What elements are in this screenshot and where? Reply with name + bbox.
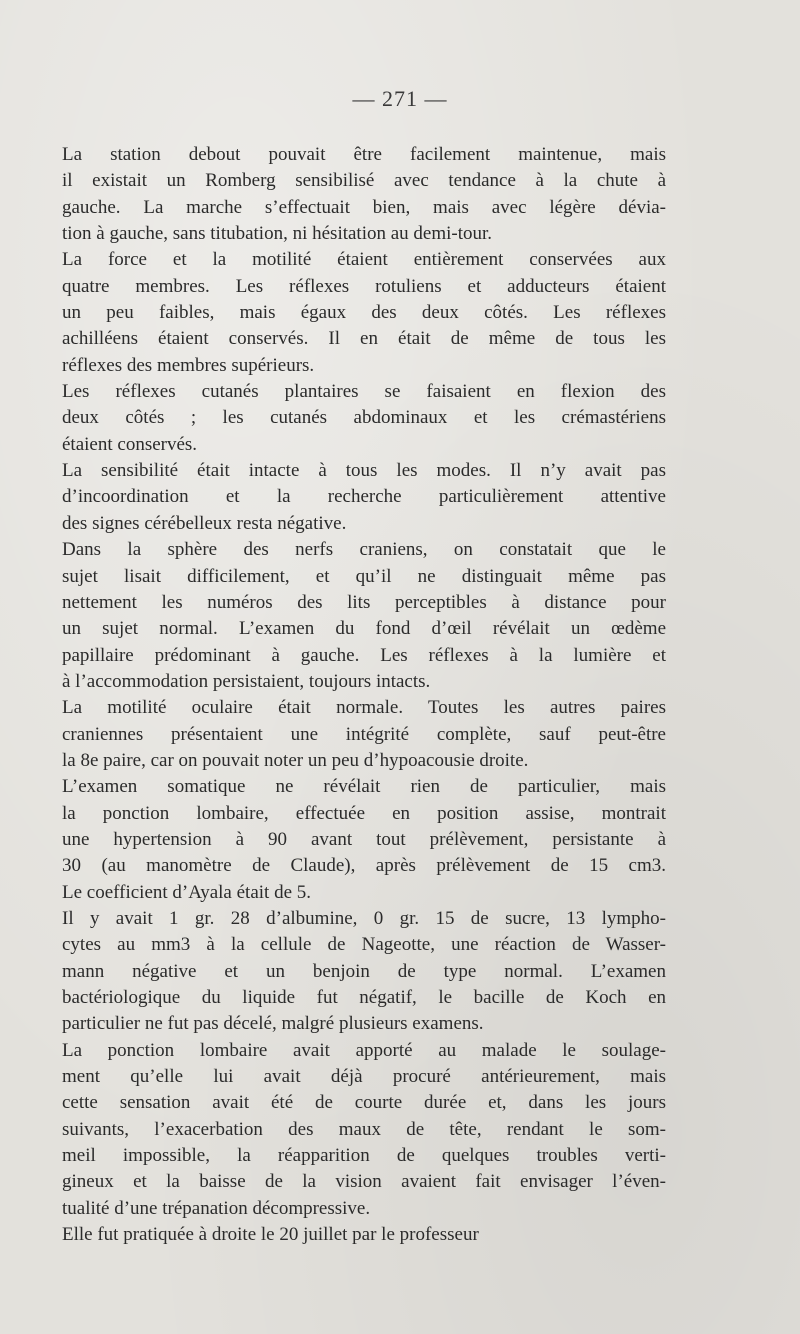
text-line: ment qu’elle lui avait déjà procuré antérieurement, mais: [62, 1066, 666, 1088]
text-line: suivants, l’exacerbation des maux de tête, rendant le som-: [62, 1118, 666, 1140]
paragraph: [40, 695, 666, 774]
text-line: La ponction lombaire avait apporté au malade le soulage-: [62, 1039, 666, 1061]
paragraph: [40, 142, 666, 247]
text-line: une hypertension à 90 avant tout prélèvement, persistante à: [62, 828, 666, 850]
paragraph: [40, 774, 666, 906]
text-line: Dans la sphère des nerfs craniens, on constatait que le: [62, 539, 666, 561]
text-line: La station debout pouvait être facilement maintenue, mais: [62, 144, 666, 165]
text-line: la ponction lombaire, effectuée en position assise, montrait: [62, 802, 666, 824]
text-line: d’incoordination et la recherche particulièrement attentive: [62, 486, 666, 508]
text-line: achilléens étaient conservés. Il en était de même de tous les: [62, 328, 666, 350]
paragraph: [40, 379, 666, 458]
text-line: La force et la motilité étaient entièrement conservées aux: [62, 249, 666, 271]
text-line: cytes au mm3 à la cellule de Nageotte, une réaction de Wasser-: [62, 934, 666, 956]
text-line: il existait un Romberg sensibilisé avec tendance à la chute à: [62, 170, 666, 192]
paragraph: [40, 906, 666, 1038]
paragraph: [40, 537, 666, 695]
text-line: étaient conservés.: [62, 433, 198, 455]
text-line: Elle fut pratiquée à droite le 20 juillet par le professeur: [62, 1224, 479, 1246]
text-line: quatre membres. Les réflexes rotuliens et adducteurs étaient: [62, 275, 666, 297]
text-line: la 8e paire, car on pouvait noter un peu d’hypoacousie droite.: [62, 749, 529, 771]
text-line: gineux et la baisse de la vision avaient fait envisager l’éven-: [62, 1171, 666, 1193]
text-line: Il y avait 1 gr. 28 d’albumine, 0 gr. 15 de sucre, 13 lympho-: [62, 907, 666, 929]
text-line: particulier ne fut pas décelé, malgré plusieurs examens.: [62, 1013, 484, 1035]
paragraph: [40, 458, 666, 537]
text-line: un sujet normal. L’examen du fond d’œil révélait un œdème: [62, 618, 666, 640]
text-line: 30 (au manomètre de Claude), après prélèvement de 15 cm3.: [62, 855, 666, 877]
paragraph: [40, 1038, 666, 1222]
text-line: sujet lisait difficilement, et qu’il ne distinguait même pas: [62, 565, 666, 587]
text-line: des signes cérébelleux resta négative.: [62, 512, 347, 534]
text-line: papillaire prédominant à gauche. Les réflexes à la lumière et: [62, 644, 666, 666]
text-line: réflexes des membres supérieurs.: [62, 354, 315, 376]
paragraph: [40, 1222, 666, 1248]
text-line: tualité d’une trépanation décompressive.: [62, 1197, 371, 1219]
text-line: meil impossible, la réapparition de quelques troubles verti-: [62, 1145, 666, 1167]
text-line: cette sensation avait été de courte durée et, dans les jours: [62, 1092, 666, 1114]
text-line: La motilité oculaire était normale. Toutes les autres paires: [62, 697, 666, 719]
text-line: à l’accommodation persistaient, toujours intacts.: [62, 670, 431, 692]
text-line: mann négative et un benjoin de type normal. L’examen: [62, 960, 666, 982]
text-line: La sensibilité était intacte à tous les modes. Il n’y avait pas: [62, 460, 666, 482]
text-line: gauche. La marche s’effectuait bien, mais avec légère dévia-: [62, 196, 666, 218]
text-body: [40, 142, 666, 1248]
text-line: L’examen somatique ne révélait rien de particulier, mais: [62, 776, 666, 798]
text-line: nettement les numéros des lits perceptibles à distance pour: [62, 591, 666, 613]
text-line: deux côtés ; les cutanés abdominaux et les crémastériens: [62, 407, 666, 429]
text-line: Le coefficient d’Ayala était de 5.: [62, 881, 312, 903]
text-line: un peu faibles, mais égaux des deux côtés. Les réflexes: [62, 302, 666, 324]
text-line: tion à gauche, sans titubation, ni hésitation au demi-tour.: [62, 223, 493, 245]
text-line: Les réflexes cutanés plantaires se faisaient en flexion des: [62, 381, 666, 403]
paragraph: [40, 247, 666, 379]
text-line: craniennes présentaient une intégrité complète, sauf peut-être: [62, 723, 666, 745]
text-line: bactériologique du liquide fut négatif, le bacille de Koch en: [62, 987, 666, 1008]
page-number: — 271 —: [352, 86, 448, 111]
